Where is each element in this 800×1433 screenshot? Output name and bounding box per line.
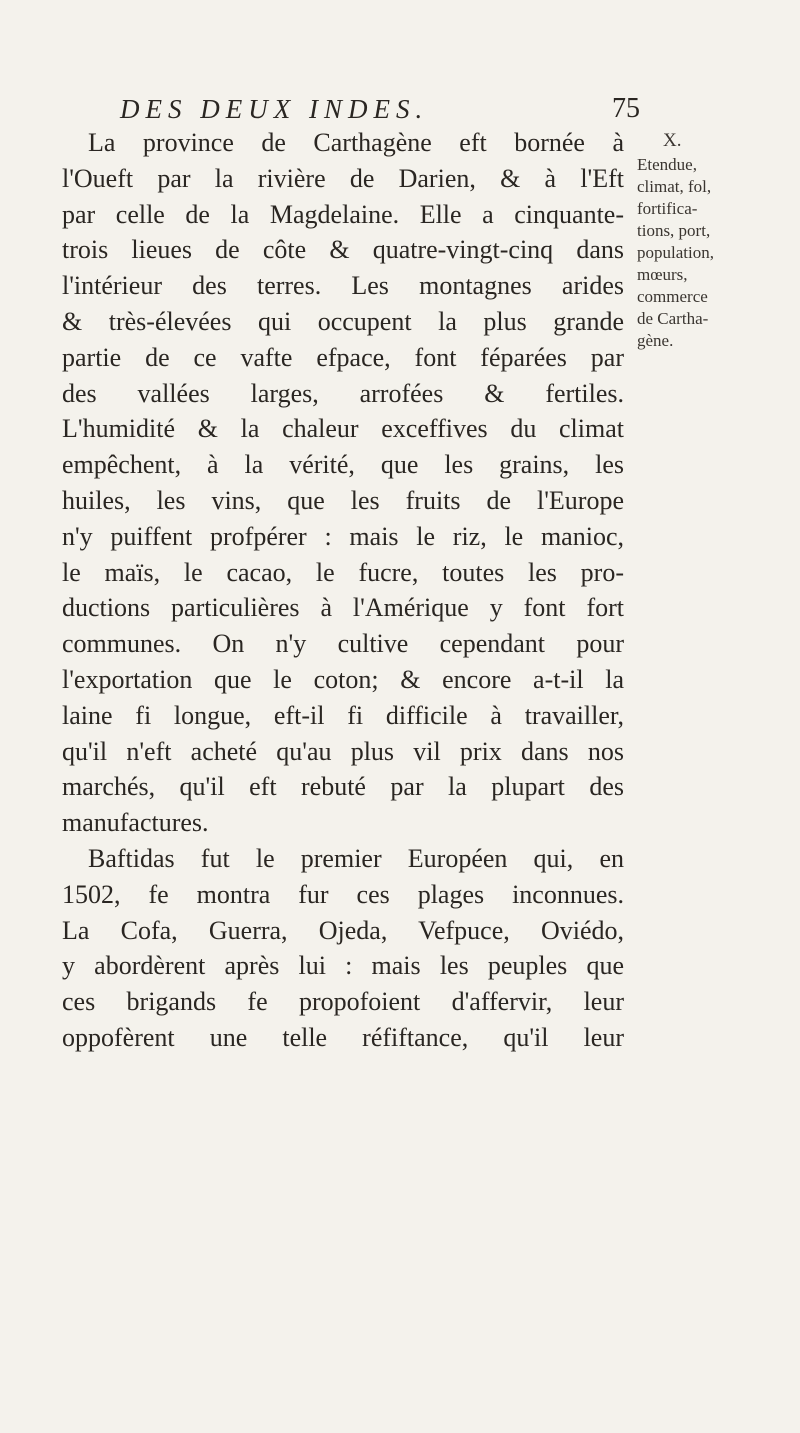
text-line: ductions particulières à l'Amérique y font fort <box>62 593 624 623</box>
text-line: trois lieues de côte & quatre-vingt-cinq dans <box>62 235 624 265</box>
text-line: & très-élevées qui occupent la plus grande <box>62 306 624 336</box>
text-line: laine fi longue, eft-il fi difficile à travailler, <box>62 700 624 730</box>
margin-note-line: mœurs, <box>637 265 688 284</box>
margin-note-line: population, <box>637 243 714 262</box>
text-line: le maïs, le cacao, le fucre, toutes les pro- <box>62 557 624 587</box>
text-line: Baftidas fut le premier Européen qui, en <box>88 843 624 873</box>
text-line: oppofèrent une telle réfiftance, qu'il leur <box>62 1022 624 1052</box>
text-line: qu'il n'eft acheté qu'au plus vil prix dans nos <box>62 736 624 766</box>
text-line: partie de ce vafte efpace, font féparées par <box>62 342 624 372</box>
text-line: huiles, les vins, que les fruits de l'Europe <box>62 485 624 515</box>
text-line: l'Oueft par la rivière de Darien, & à l'Eft <box>62 163 624 193</box>
text-line: L'humidité & la chaleur exceffives du climat <box>62 414 624 444</box>
text-line: 1502, fe montra fur ces plages inconnues. <box>62 879 624 909</box>
text-line: empêchent, à la vérité, que les grains, les <box>62 450 624 480</box>
margin-note-line: gène. <box>637 331 674 350</box>
text-line: des vallées larges, arrofées & fertiles. <box>62 378 624 408</box>
text-line: l'intérieur des terres. Les montagnes arides <box>62 271 624 301</box>
text-line: communes. On n'y cultive cependant pour <box>62 629 624 659</box>
text-line: La Cofa, Guerra, Ojeda, Vefpuce, Oviédo, <box>62 915 624 945</box>
margin-note-line: tions, port, <box>637 221 711 240</box>
margin-note-line: Etendue, <box>637 155 697 174</box>
margin-note-line: fortifica- <box>637 199 698 218</box>
body-text <box>62 125 624 1056</box>
text-line: l'exportation que le coton; & encore a-t-il la <box>62 664 624 694</box>
margin-note-line: climat, fol, <box>637 177 712 196</box>
text-line: par celle de la Magdelaine. Elle a cinquante- <box>62 199 624 229</box>
margin-note-line: de Cartha- <box>637 309 709 328</box>
margin-note-line: commerce <box>637 287 708 306</box>
text-line: marchés, qu'il eft rebuté par la plupart des <box>62 772 624 802</box>
text-line: manufactures. <box>62 808 209 838</box>
running-title: DES DEUX INDES. <box>120 94 429 124</box>
margin-note <box>637 130 797 352</box>
text-line: La province de Carthagène eft bornée à <box>88 128 624 157</box>
text-line: n'y puiffent profpérer : mais le riz, le manioc, <box>62 521 624 551</box>
text-line: y abordèrent après lui : mais les peuples que <box>62 951 624 981</box>
page-number: 75 <box>612 93 640 124</box>
margin-note-number: X. <box>663 130 682 151</box>
text-line: ces brigands fe propofoient d'affervir, leur <box>62 987 624 1017</box>
